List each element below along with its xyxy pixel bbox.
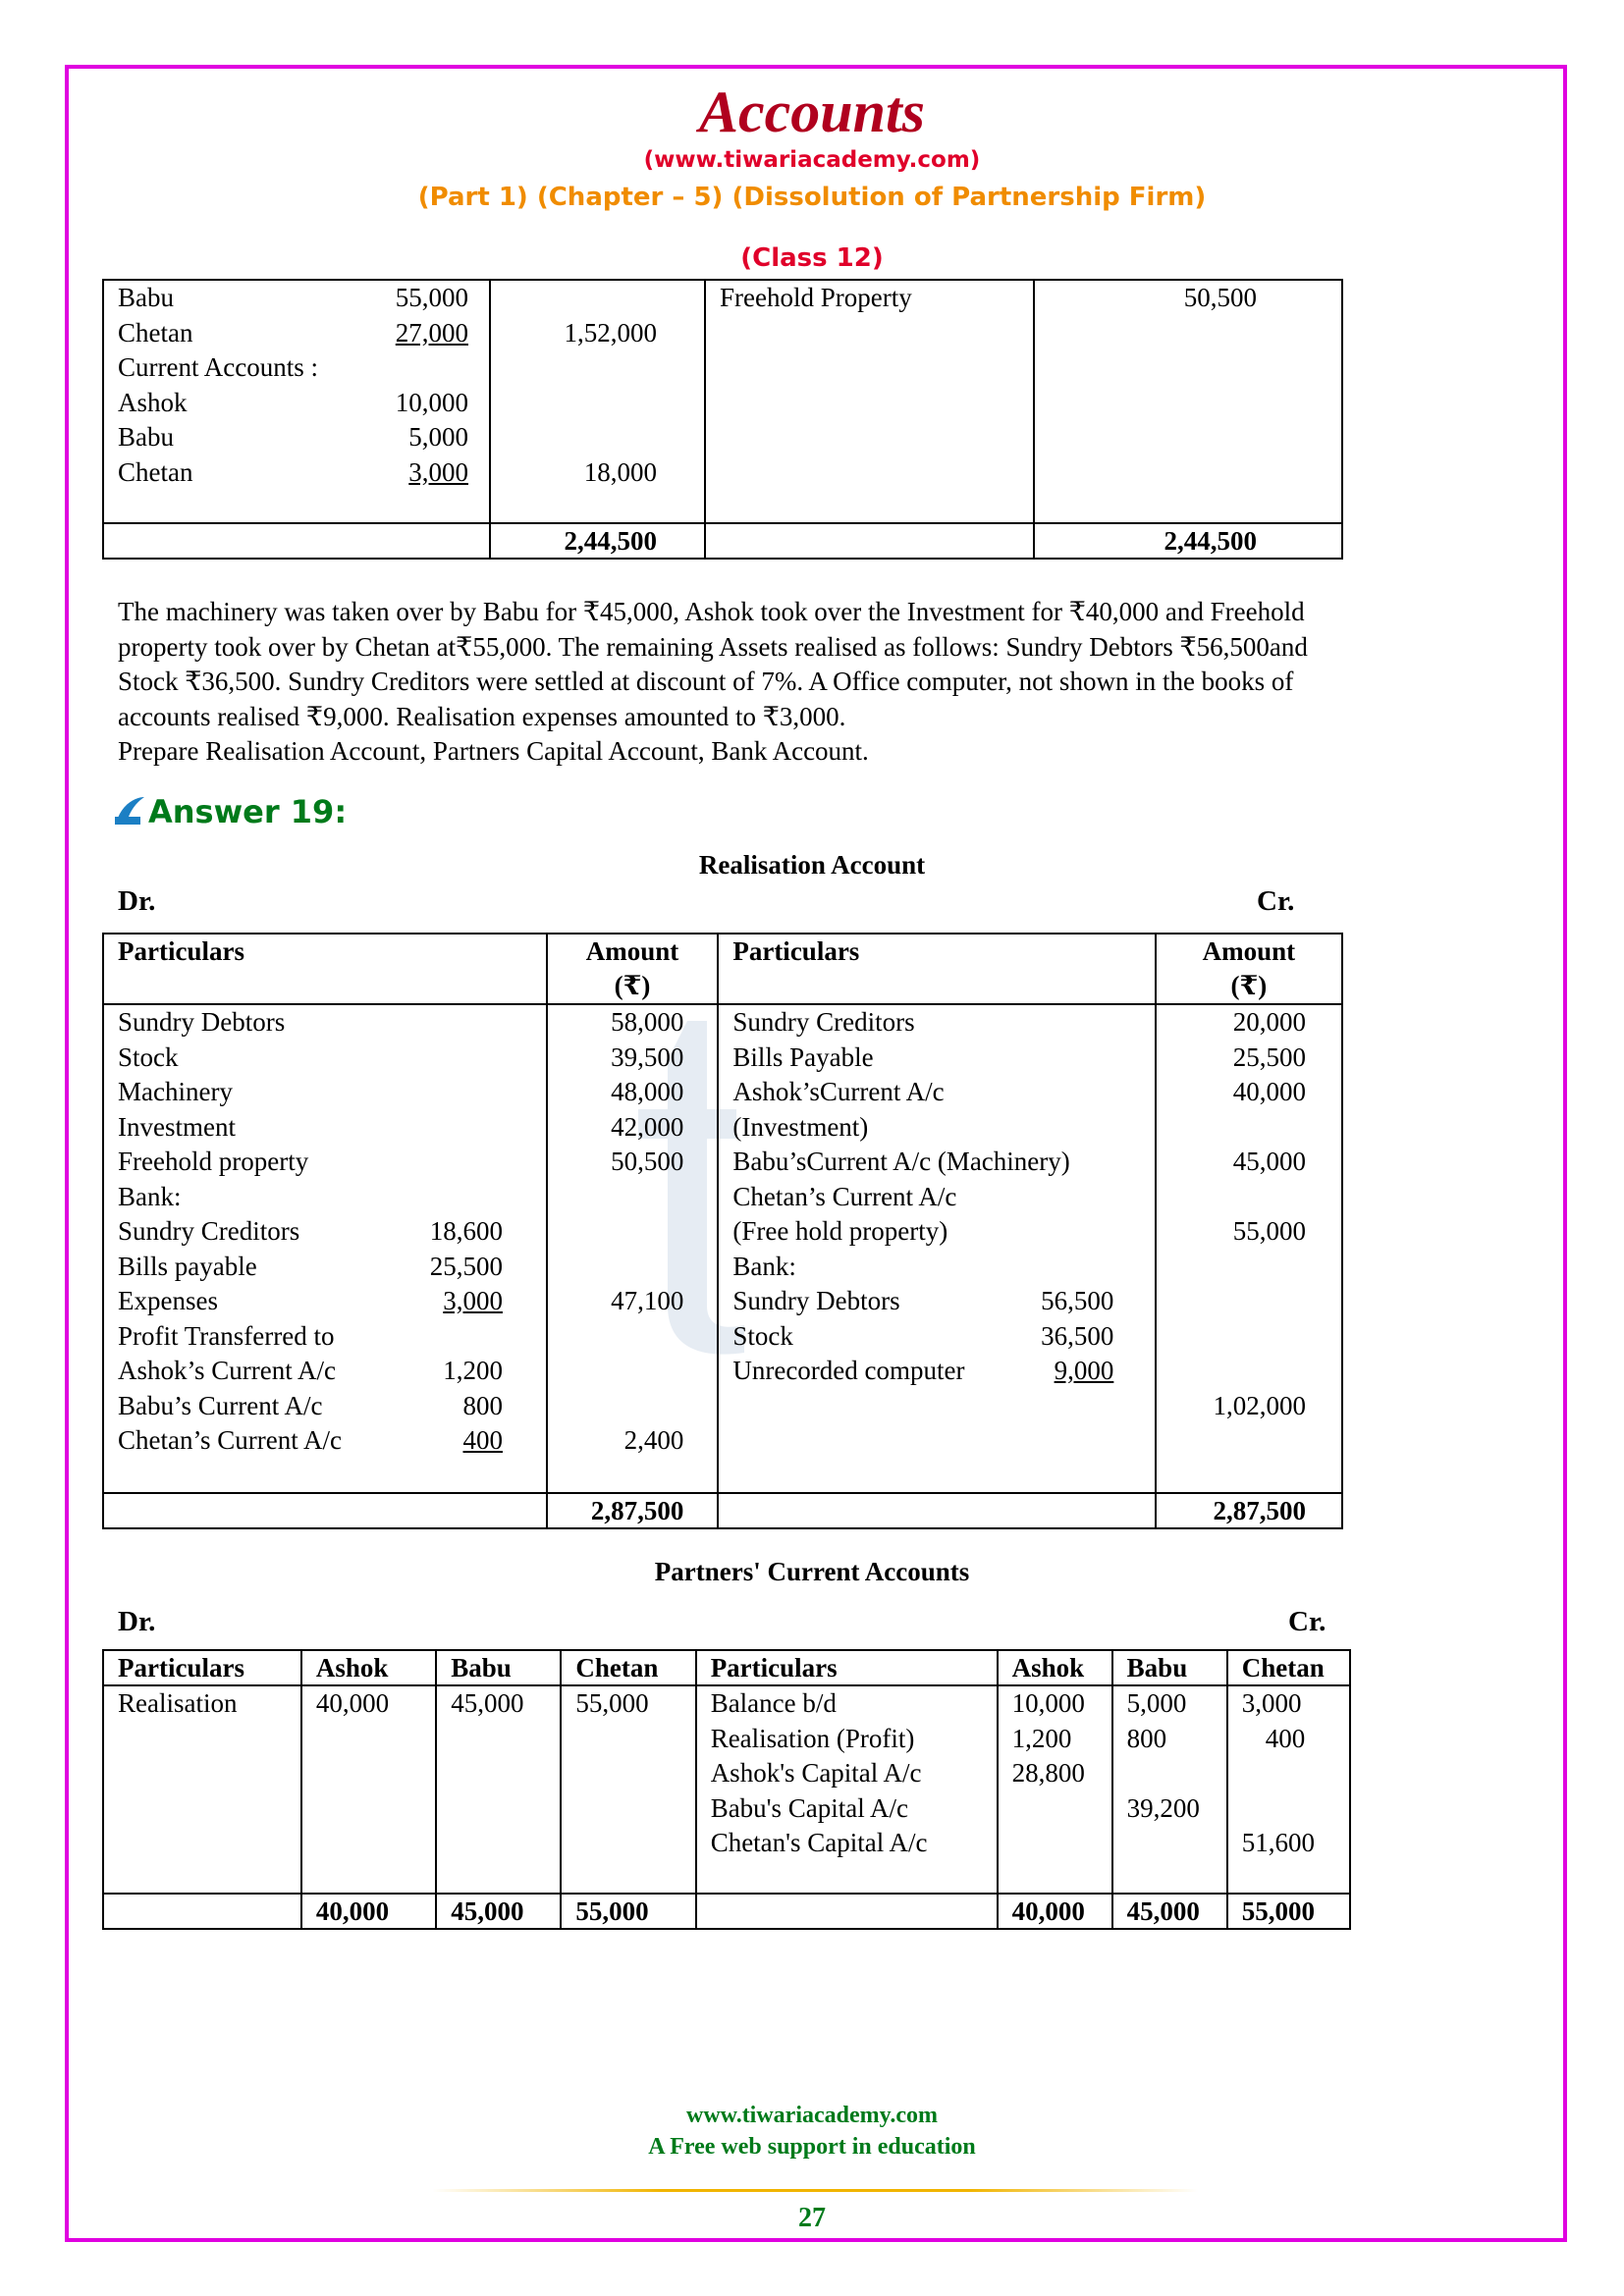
liability-name: Ashok [118,387,188,417]
liability-name: Current Accounts : [118,352,318,382]
liability-amount: 1,52,000 [564,317,658,347]
total-amount: 55,000 [1227,1894,1350,1929]
cr-item: Babu's Capital A/c [710,1792,909,1823]
footer-divider [432,2189,1198,2192]
header-subtitle: (Part 1) (Chapter – 5) (Dissolution of Partnership Firm) [417,183,1207,212]
rupee-label: (₹) [1230,971,1268,1000]
col-header: Particulars [103,1650,301,1685]
cr-item: Unrecorded computer [732,1356,965,1385]
question-line: Prepare Realisation Account, Partners Capital Account, Bank Account. [118,736,869,766]
liability-sub: 5,000 [408,422,468,452]
question-line: Stock ₹36,500. Sundry Creditors were settled at discount of 7%. A Office computer, not shown in the books of [118,667,1294,696]
cr-amount: 51,600 [1241,1828,1316,1857]
answer-label: Answer 19: [148,793,348,830]
dr-item: Chetan’s Current A/c [118,1425,342,1455]
dr-amount: 50,500 [611,1147,684,1176]
cr-particulars [696,1685,998,1894]
dr-babu [436,1685,561,1894]
liability-name: Chetan [118,317,193,347]
total-right: 2,44,500 [1034,523,1342,559]
total-amount: 45,000 [1112,1894,1227,1929]
header-url: (www.tiwariacademy.com) [643,147,981,173]
dr-amount: 39,500 [611,1041,684,1072]
liability-sub: 27,000 [395,317,468,347]
col-header: Chetan [1227,1650,1350,1685]
cr-amount: 3,000 [1241,1688,1302,1718]
dr-amount: 47,100 [611,1286,684,1315]
dr-amount: 55,000 [575,1688,649,1718]
current-accounts-title: Partners' Current Accounts [654,1557,970,1586]
cr-label: Cr. [1288,1606,1326,1637]
col-header: Babu [1112,1650,1227,1685]
realisation-total-dr: 2,87,500 [547,1493,719,1528]
dr-amount: 2,400 [623,1425,684,1455]
total-amount: 55,000 [561,1894,695,1929]
liabilities-amount-cell [490,280,705,523]
realisation-account-table [102,933,1343,1529]
total-left: 2,44,500 [490,523,705,559]
dr-item: Investment [118,1111,236,1142]
dr-item: Bills payable [118,1251,257,1281]
cr-sub: 56,500 [1041,1286,1114,1315]
cr-sub: 36,500 [1041,1320,1114,1351]
total-amount: 45,000 [436,1894,561,1929]
cr-amount: 1,02,000 [1213,1390,1306,1420]
dr-particulars [103,1004,547,1493]
amount-label: Amount [1202,936,1296,966]
header-amount-cr [1156,934,1342,1004]
cr-amount: 55,000 [1232,1216,1306,1246]
question-line: accounts realised ₹9,000. Realisation expenses amounted to ₹3,000. [118,701,846,731]
dr-item: Freehold property [118,1147,309,1176]
cr-amounts [1156,1004,1342,1493]
liability-sub: 10,000 [395,387,468,417]
cr-amount: 1,200 [1011,1723,1072,1753]
dr-sub: 800 [462,1390,503,1420]
dr-amount: 45,000 [451,1688,524,1718]
cr-amount: 40,000 [1232,1077,1306,1106]
cr-particulars [718,1004,1155,1493]
cr-item: (Free hold property) [732,1216,948,1246]
liability-name: Babu [118,283,174,312]
liability-sub: 3,000 [408,456,468,487]
total-amount: 40,000 [301,1894,436,1929]
assets-cell [705,280,1034,523]
dr-item: Machinery [118,1077,233,1106]
dr-sub: 3,000 [443,1286,503,1315]
question-line: The machinery was taken over by Babu for ₹45,000, Ashok took over the Investment for ₹40,000 and Freehold [118,597,1305,626]
dr-item: Sundry Debtors [118,1007,286,1037]
col-header: Particulars [696,1650,998,1685]
cr-amount: 10,000 [1011,1688,1085,1718]
liability-name: Chetan [118,456,193,487]
cr-item: Balance b/d [710,1688,837,1718]
realisation-total-cr: 2,87,500 [1156,1493,1342,1528]
col-header: Ashok [301,1650,436,1685]
dr-sub: 18,600 [429,1216,503,1246]
amount-label: Amount [585,936,679,966]
dr-particulars [103,1685,301,1894]
balance-sheet-continuation [102,279,1343,560]
logo-icon [113,793,146,827]
dr-amount: 58,000 [611,1007,684,1037]
dr-item: Stock [118,1041,179,1072]
cr-amount: 5,000 [1126,1688,1187,1718]
header-amount-dr [547,934,719,1004]
total-amount: 40,000 [998,1894,1112,1929]
page-number: 27 [798,2203,826,2233]
cr-item: Chetan's Capital A/c [710,1828,928,1857]
cr-item: Realisation (Profit) [710,1723,915,1753]
header-particulars-cr: Particulars [718,934,1155,1004]
dr-ashok [301,1685,436,1894]
dr-item: Profit Transferred to [118,1320,335,1351]
dr-item: Bank: [118,1181,182,1211]
footer-tagline: A Free web support in education [648,2134,976,2160]
cr-amount: 25,500 [1232,1041,1306,1072]
dr-item: Babu’s Current A/c [118,1390,323,1420]
asset-name: Freehold Property [720,283,912,312]
dr-label: Dr. [118,885,156,917]
dr-sub: 400 [462,1425,503,1455]
footer-url: www.tiwariacademy.com [686,2103,938,2128]
liabilities-cell [103,280,490,523]
cr-amount: 45,000 [1232,1147,1306,1176]
cr-sub: 9,000 [1054,1356,1114,1385]
dr-label: Dr. [118,1606,156,1637]
dr-sub: 1,200 [443,1356,503,1385]
cr-item: Bills Payable [732,1041,874,1072]
cr-amount: 39,200 [1126,1792,1200,1823]
col-header: Chetan [561,1650,695,1685]
page-title: Accounts [698,80,926,144]
cr-item: Ashok's Capital A/c [710,1758,922,1788]
cr-item: (Investment) [732,1111,869,1142]
dr-amount: 40,000 [315,1688,390,1718]
question-text [118,595,1492,770]
answer-heading [113,793,347,830]
asset-amount: 50,500 [1183,283,1257,312]
cr-item: Sundry Creditors [732,1007,915,1037]
liability-sub: 55,000 [395,283,468,312]
dr-amount: 48,000 [611,1077,684,1106]
cr-item: Chetan’s Current A/c [732,1181,957,1211]
dr-sub: 25,500 [429,1251,503,1281]
cr-item: Ashok’sCurrent A/c [732,1077,945,1106]
cr-item: Stock [732,1320,793,1351]
dr-item: Realisation [118,1688,238,1718]
cr-item: Babu’sCurrent A/c (Machinery) [732,1147,1070,1176]
header-class: (Class 12) [740,243,884,273]
cr-chetan [1227,1685,1350,1894]
partners-current-accounts-table [102,1649,1351,1930]
dr-amount: 42,000 [611,1111,684,1142]
cr-babu [1112,1685,1227,1894]
question-line: property took over by Chetan at₹55,000. The remaining Assets realised as follows: Sundry Debtors ₹56,500and [118,631,1308,662]
col-header: Babu [436,1650,561,1685]
realisation-title: Realisation Account [698,850,926,880]
assets-amount-cell [1034,280,1342,523]
dr-amounts [547,1004,719,1493]
cr-item: Bank: [732,1251,796,1281]
liability-name: Babu [118,422,174,452]
cr-amount: 20,000 [1232,1007,1306,1037]
dr-item: Ashok’s Current A/c [118,1356,336,1385]
dr-chetan [561,1685,695,1894]
cr-amount: 800 [1126,1723,1167,1753]
cr-label: Cr. [1257,885,1295,917]
cr-ashok [998,1685,1112,1894]
dr-item: Sundry Creditors [118,1216,300,1246]
header-particulars-dr: Particulars [103,934,547,1004]
dr-item: Expenses [118,1286,218,1315]
liability-amount: 18,000 [583,456,658,487]
rupee-label: (₹) [614,971,651,1000]
cr-amount: 400 [1265,1723,1306,1753]
col-header: Ashok [998,1650,1112,1685]
cr-amount: 28,800 [1011,1758,1085,1788]
cr-item: Sundry Debtors [732,1286,900,1315]
